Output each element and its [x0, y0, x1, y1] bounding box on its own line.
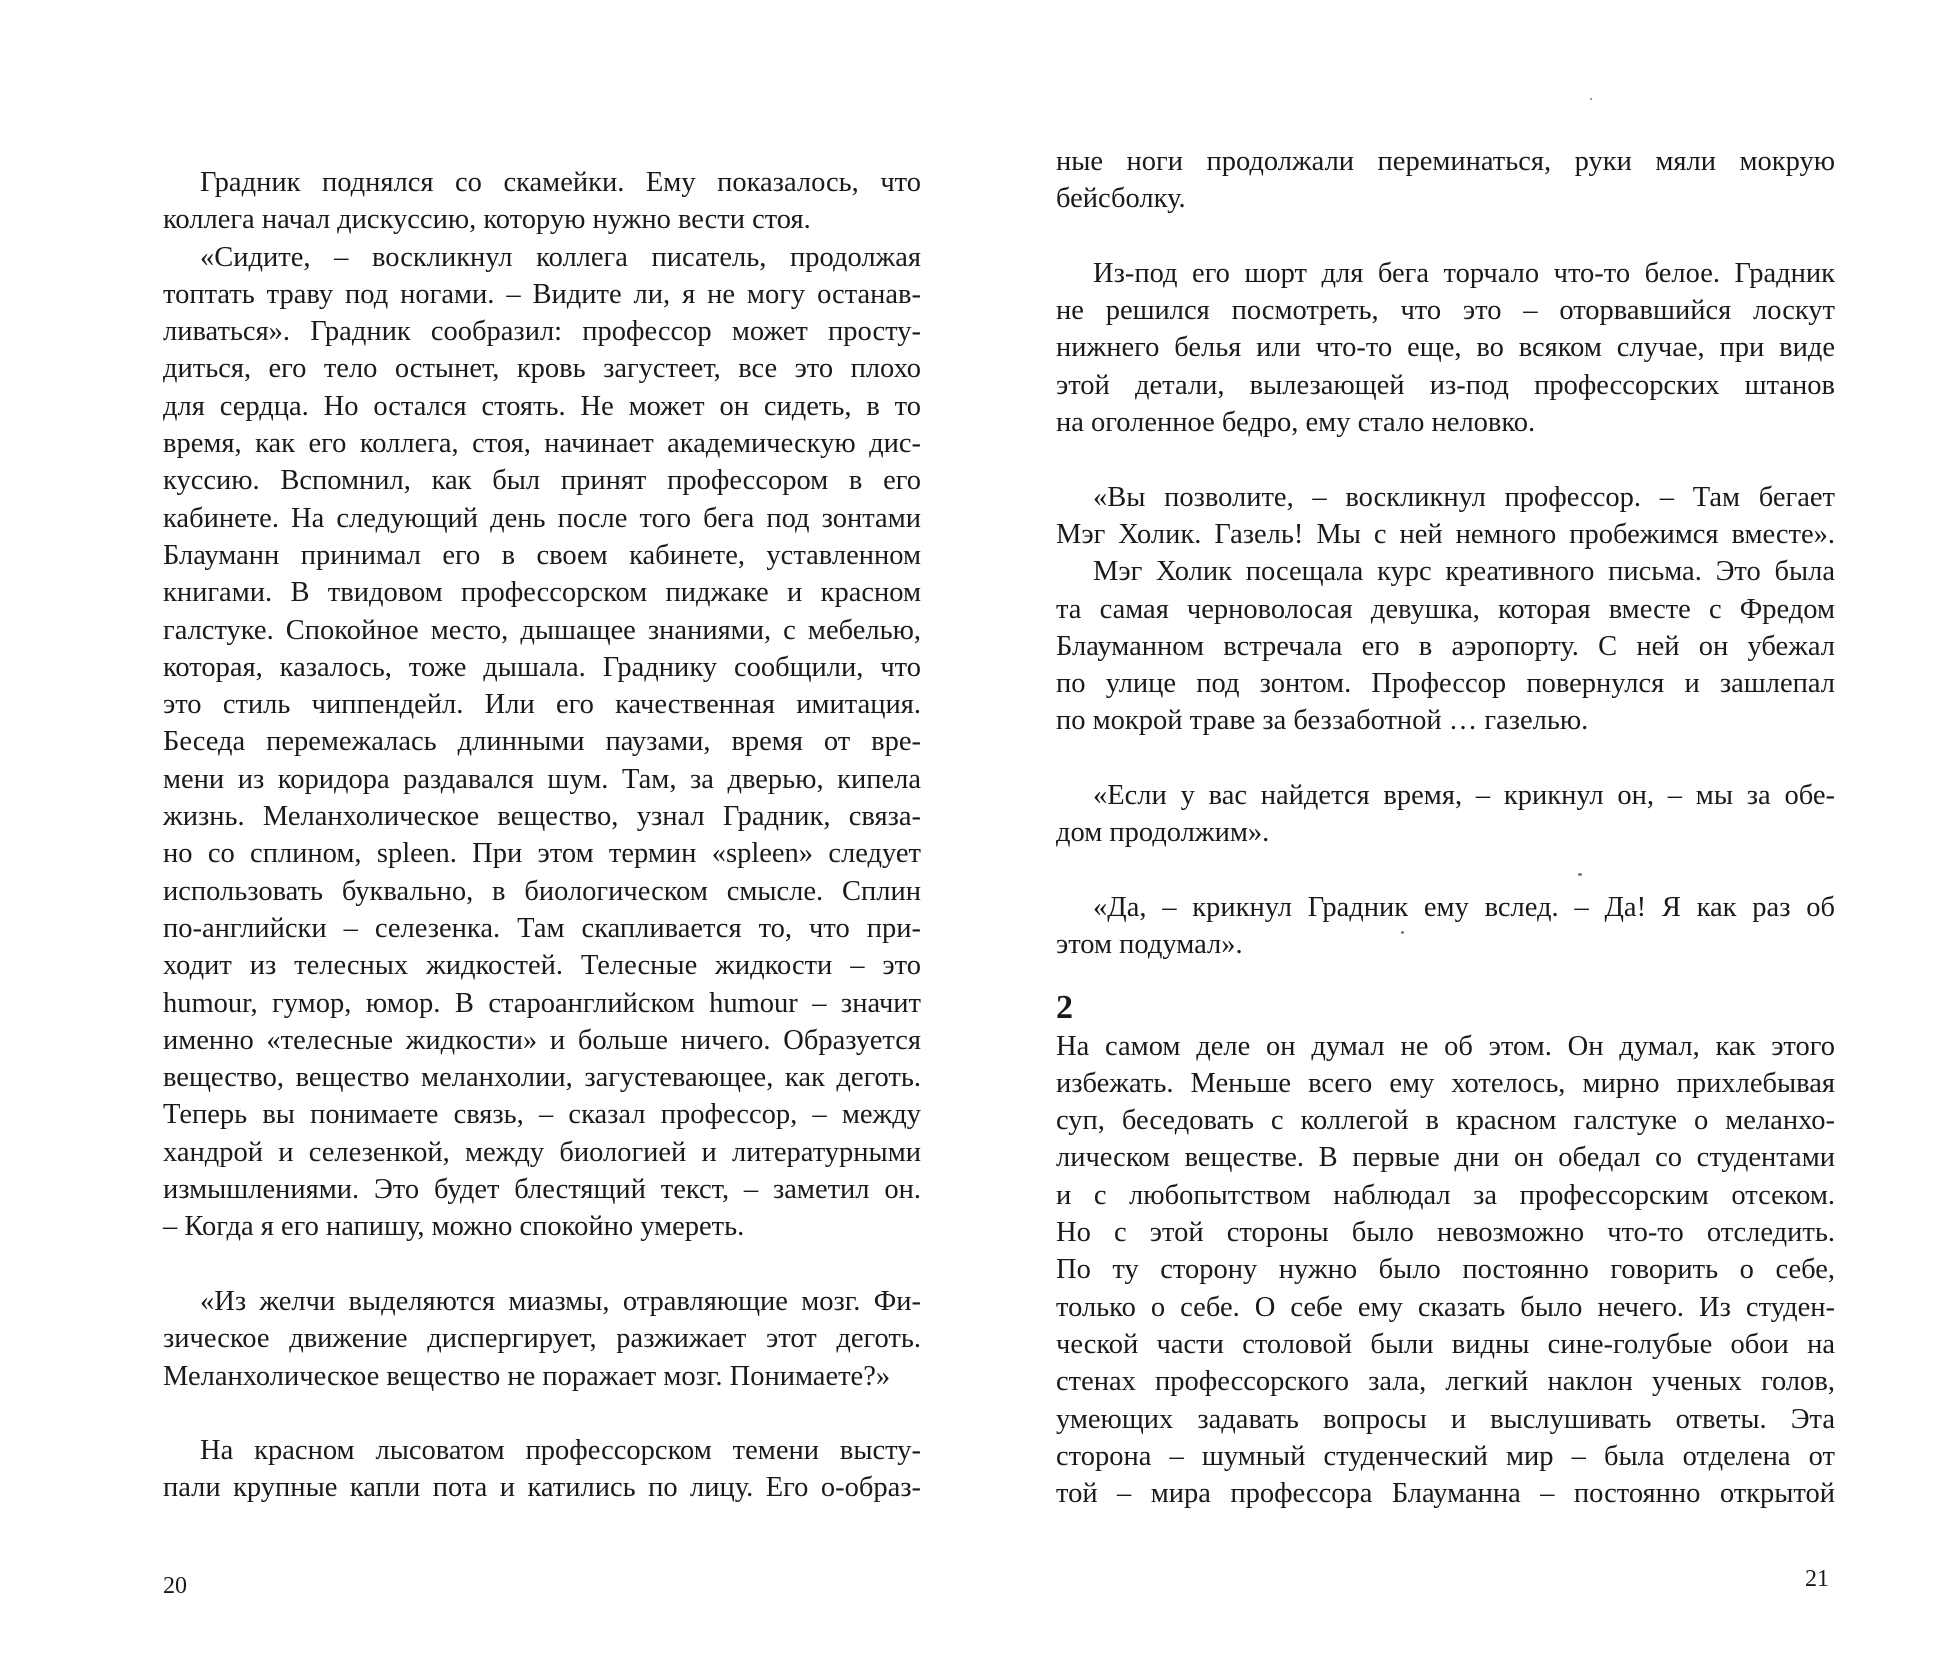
text-line: дом продолжим». [1056, 817, 1270, 849]
text-line: коллега начал дискуссию, которую нужно вести стоя. [163, 204, 811, 236]
text-line: этой детали, вылезающей из-под профессорских штанов [1056, 369, 1835, 401]
text-line: Беседа перемежалась длинными паузами, время от вре- [163, 726, 921, 758]
text-line: На самом деле он думал не об этом. Он думал, как этого [1056, 1030, 1835, 1062]
text-line: «Если у вас найдется время, – крикнул он, – мы за обе- [1093, 780, 1835, 812]
text-line: измышлениями. Это будет блестящий текст, – заметил он. [163, 1174, 921, 1206]
text-line: топтать траву под ногами. – Видите ли, я не могу останав- [163, 278, 921, 310]
scan-speck [1578, 873, 1582, 876]
text-line: нижнего белья или что-то еще, во всяком случае, при виде [1056, 332, 1835, 364]
text-line: не решился посмотреть, что это – оторвавшийся лоскут [1056, 295, 1835, 327]
text-line: стенах профессорского зала, легкий наклон ученых голов, [1056, 1366, 1835, 1398]
text-line: именно «телесные жидкости» и больше ничего. Образуется [163, 1024, 921, 1056]
text-line: но со сплином, spleen. При этом термин «spleen» следует [163, 838, 921, 870]
text-line: по-английски – селезенка. Там скапливается то, что при- [163, 912, 921, 944]
text-line: ливаться». Градник сообразил: профессор может просту- [163, 316, 921, 348]
text-line: ные ноги продолжали переминаться, руки мяли мокрую [1056, 146, 1835, 177]
right-page-text [1056, 143, 1835, 1512]
text-line: Блауманн принимал его в своем кабинете, уставленном [163, 539, 921, 571]
text-line: диться, его тело остынет, кровь загустеет, все это плохо [163, 353, 921, 385]
text-line: этом подумал». [1056, 929, 1243, 961]
text-line: использовать буквально, в биологическом смысле. Сплин [163, 875, 921, 907]
text-line: По ту сторону нужно было постоянно говорить о себе, [1056, 1254, 1835, 1286]
text-line: Мэг Холик. Газель! Мы с ней немного пробежимся вместе». [1056, 518, 1835, 550]
text-line: humour, гумор, юмор. В староанглийском humour – значит [163, 987, 921, 1019]
text-line: и с любопытством наблюдал за профессорским отсеком. [1056, 1179, 1835, 1211]
text-line: по мокрой траве за беззаботной … газелью. [1056, 705, 1589, 737]
text-line: – Когда я его напишу, можно спокойно умереть. [163, 1211, 745, 1243]
text-line: пали крупные капли пота и катились по лицу. Его о-образ- [163, 1472, 921, 1504]
text-line: мени из коридора раздавался шум. Там, за дверью, кипела [163, 763, 921, 795]
page-number-left: 20 [163, 1573, 187, 1599]
text-line: ческой части столовой были видны сине-голубые обои на [1056, 1328, 1835, 1360]
text-line: «Да, – крикнул Градник ему вслед. – Да! Я как раз об [1093, 891, 1835, 923]
text-line: вещество, вещество меланхолии, загустевающее, как деготь. [163, 1062, 921, 1094]
text-line: жизнь. Меланхолическое вещество, узнал Градник, связа- [163, 801, 921, 833]
text-line: которая, казалось, тоже дышала. Граднику сообщили, что [163, 651, 921, 683]
chapter-number: 2 [1056, 988, 1073, 1026]
text-line: избежать. Меньше всего ему хотелось, мирно прихлебывая [1056, 1067, 1835, 1099]
text-line: зическое движение диспергирует, разжижает этот деготь. [163, 1323, 921, 1355]
text-line: лическом веществе. В первые дни он обедал со студентами [1056, 1142, 1835, 1174]
text-line: Теперь вы понимаете связь, – сказал профессор, – между [163, 1099, 921, 1131]
text-line: это стиль чиппендейл. Или его качественная имитация. [163, 689, 921, 721]
text-line: куссию. Вспомнил, как был принят профессором в его [163, 465, 921, 497]
text-line: Мэг Холик посещала курс креативного письма. Это была [1093, 556, 1835, 588]
text-line: только о себе. О себе ему сказать было нечего. Из студен- [1056, 1291, 1835, 1323]
text-line: время, как его коллега, стоя, начинает академическую дис- [163, 428, 921, 460]
text-line: на оголенное бедро, ему стало неловко. [1056, 407, 1536, 439]
text-line: по улице под зонтом. Профессор повернулся и зашлепал [1056, 668, 1835, 700]
text-line: сторона – шумный студенческий мир – была отделена от [1056, 1440, 1835, 1472]
text-line: Из-под его шорт для бега торчало что-то белое. Градник [1093, 257, 1835, 289]
text-line: суп, беседовать с коллегой в красном галстуке о меланхо- [1056, 1105, 1835, 1137]
text-line: «Вы позволите, – воскликнул профессор. – Там бегает [1093, 481, 1835, 513]
text-line: той – мира профессора Блауманна – постоянно открытой [1056, 1478, 1835, 1510]
text-line: бейсболку. [1056, 183, 1186, 215]
text-line: для сердца. Но остался стоять. Не может он сидеть, в то [163, 390, 921, 422]
scan-speck [1401, 931, 1404, 934]
text-line: умеющих задавать вопросы и выслушивать ответы. Эта [1056, 1403, 1835, 1435]
text-line: галстуке. Спокойное место, дышащее знаниями, с мебелью, [163, 614, 921, 646]
left-page-text [163, 164, 921, 1507]
text-line: хандрой и селезенкой, между биологией и литературными [163, 1136, 921, 1168]
text-line: книгами. В твидовом профессорском пиджаке и красном [163, 577, 921, 609]
text-line: «Из желчи выделяются миазмы, отравляющие мозг. Фи- [200, 1285, 921, 1317]
text-line: Меланхолическое вещество не поражает мозг. Понимаете?» [163, 1360, 891, 1392]
text-line: Блауманном встречала его в аэропорту. С ней он убежал [1056, 630, 1835, 662]
text-line: та самая черноволосая девушка, которая вместе с Фредом [1056, 593, 1835, 625]
scan-speck [1590, 98, 1592, 100]
text-line: Градник поднялся со скамейки. Ему показалось, что [200, 167, 921, 198]
text-line: «Сидите, – воскликнул коллега писатель, продолжая [200, 241, 921, 273]
text-line: Но с этой стороны было невозможно что-то отследить. [1056, 1217, 1835, 1249]
text-line: На красном лысоватом профессорском темени высту- [200, 1435, 921, 1467]
page-number-right: 21 [1805, 1566, 1829, 1592]
text-line: ходит из телесных жидкостей. Телесные жидкости – это [163, 950, 921, 982]
text-line: кабинете. На следующий день после того бега под зонтами [163, 502, 921, 534]
